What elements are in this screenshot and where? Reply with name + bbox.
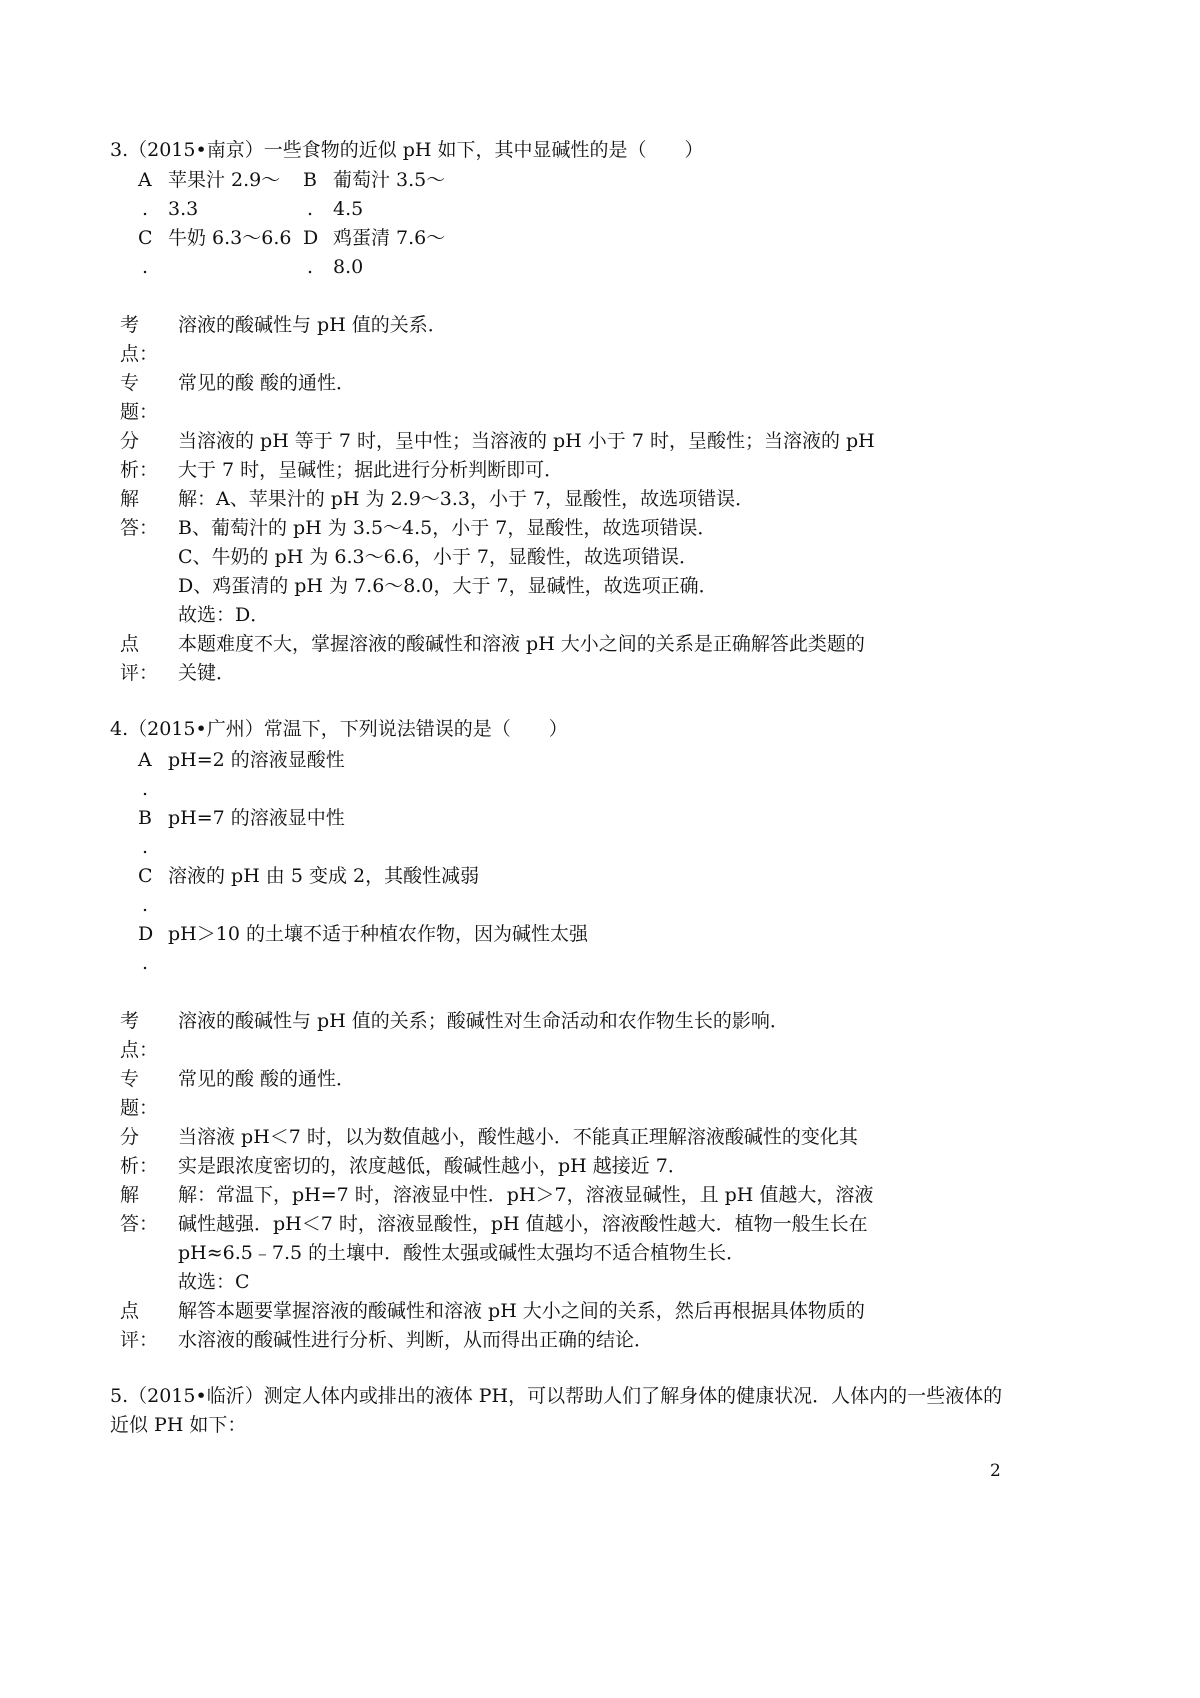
q4-option-b-text: pH=7 的溶液显中性 [168,807,345,829]
q3-dianping-line-2: 关键． [178,662,236,684]
q4-jieda-line-3: pH≈6.5﹣7.5 的土壤中．酸性太强或碱性太强均不适合植物生长． [178,1242,746,1264]
q3-option-d-text-cont: 8.0 [333,256,364,278]
q4-jieda-line-2: 碱性越强．pH＜7 时，溶液显酸性，pH 值越小，溶液酸性越大．植物一般生长在 [178,1213,868,1235]
q4-option-d-letter: D [138,923,154,945]
q3-option-a-dot: . [142,198,149,220]
q3-zhuanti-label-1: 专 [120,372,140,394]
q3-jieda-line-2: B、葡萄汁的 pH 为 3.5～4.5，小于 7，显酸性，故选项错误． [178,517,717,539]
q4-option-a-dot: . [142,778,149,800]
q4-option-b-dot: . [142,836,149,858]
q3-jieda-label-2: 答： [120,517,159,539]
q4-option-c-letter: C [138,865,153,887]
q3-kaodian-text: 溶液的酸碱性与 pH 值的关系． [178,314,447,336]
q4-fenxi-label-1: 分 [120,1126,140,1148]
q4-fenxi-label-2: 析： [120,1155,159,1177]
question-5-stem-line-2: 近似 PH 如下： [110,1414,247,1436]
q3-dianping-line-1: 本题难度不大，掌握溶液的酸碱性和溶液 pH 大小之间的关系是正确解答此类题的 [178,633,865,655]
q3-option-d-letter: D [303,227,319,249]
q3-fenxi-label-1: 分 [120,430,140,452]
q4-dianping-line-1: 解答本题要掌握溶液的酸碱性和溶液 pH 大小之间的关系，然后再根据具体物质的 [178,1300,865,1322]
q4-option-c-dot: . [142,894,149,916]
question-4-stem: 4.（2015•广州）常温下，下列说法错误的是（ ） [110,718,568,740]
q3-option-b-text-cont: 4.5 [333,198,364,220]
q3-zhuanti-label-2: 题： [120,401,159,423]
q4-option-d-text: pH＞10 的土壤不适于种植农作物，因为碱性太强 [168,923,588,945]
page-number: 2 [990,1461,1001,1481]
q3-fenxi-label-2: 析： [120,459,159,481]
q4-kaodian-label-1: 考 [120,1010,140,1032]
q4-option-a-text: pH=2 的溶液显酸性 [168,749,345,771]
q3-kaodian-label-1: 考 [120,314,140,336]
q3-dianping-label-2: 评： [120,662,159,684]
question-5-stem-line-1: 5.（2015•临沂）测定人体内或排出的液体 PH，可以帮助人们了解身体的健康状况．人体内的一些液体的 [110,1385,1003,1407]
q4-zhuanti-label-2: 题： [120,1097,159,1119]
q4-fenxi-line-2: 实是跟浓度密切的，浓度越低，酸碱性越小，pH 越接近 7． [178,1155,687,1177]
q3-option-b-text: 葡萄汁 3.5～ [333,169,446,191]
q4-dianping-line-2: 水溶液的酸碱性进行分析、判断，从而得出正确的结论． [178,1329,654,1351]
q4-jieda-line-4: 故选：C [178,1271,250,1293]
q3-jieda-line-5: 故选：D． [178,604,270,626]
q3-option-b-dot: . [307,198,314,220]
q4-option-d-dot: . [142,952,149,974]
q3-dianping-label-1: 点 [120,633,140,655]
q4-dianping-label-2: 评： [120,1329,159,1351]
q3-zhuanti-text: 常见的酸 酸的通性． [178,372,356,394]
q3-option-a-letter: A [138,169,152,191]
q3-option-a-text-cont: 3.3 [168,198,199,220]
q4-kaodian-label-2: 点： [120,1039,159,1061]
q3-option-c-dot: . [142,256,149,278]
q4-kaodian-text: 溶液的酸碱性与 pH 值的关系；酸碱性对生命活动和农作物生长的影响． [178,1010,789,1032]
question-3-stem: 3.（2015•南京）一些食物的近似 pH 如下，其中显碱性的是（ ） [110,139,704,161]
q3-option-d-text: 鸡蛋清 7.6～ [333,227,446,249]
q3-jieda-line-4: D、鸡蛋清的 pH 为 7.6～8.0，大于 7，显碱性，故选项正确． [178,575,718,597]
q4-zhuanti-text: 常见的酸 酸的通性． [178,1068,356,1090]
q4-dianping-label-1: 点 [120,1300,140,1322]
q4-jieda-label-1: 解 [120,1184,140,1206]
q3-option-c-text: 牛奶 6.3～6.6 [168,227,292,249]
q3-jieda-label-1: 解 [120,488,140,510]
q4-zhuanti-label-1: 专 [120,1068,140,1090]
q4-option-b-letter: B [138,807,152,829]
q4-fenxi-line-1: 当溶液 pH＜7 时，以为数值越小，酸性越小．不能真正理解溶液酸碱性的变化其 [178,1126,858,1148]
q4-option-a-letter: A [138,749,152,771]
q3-jieda-line-1: 解：A、苹果汁的 pH 为 2.9～3.3，小于 7，显酸性，故选项错误． [178,488,755,510]
q3-option-b-letter: B [303,169,317,191]
q3-option-a-text: 苹果汁 2.9～ [168,169,281,191]
q3-option-c-letter: C [138,227,153,249]
q3-fenxi-line-2: 大于 7 时，呈碱性；据此进行分析判断即可． [178,459,564,481]
q3-fenxi-line-1: 当溶液的 pH 等于 7 时，呈中性；当溶液的 pH 小于 7 时，呈酸性；当溶液的 pH [178,430,875,452]
q4-jieda-label-2: 答： [120,1213,159,1235]
q4-jieda-line-1: 解：常温下，pH=7 时，溶液显中性．pH＞7，溶液显碱性，且 pH 值越大，溶液 [178,1184,874,1206]
q3-option-d-dot: . [307,256,314,278]
q4-option-c-text: 溶液的 pH 由 5 变成 2，其酸性减弱 [168,865,480,887]
q3-kaodian-label-2: 点： [120,343,159,365]
q3-jieda-line-3: C、牛奶的 pH 为 6.3～6.6，小于 7，显酸性，故选项错误． [178,546,698,568]
